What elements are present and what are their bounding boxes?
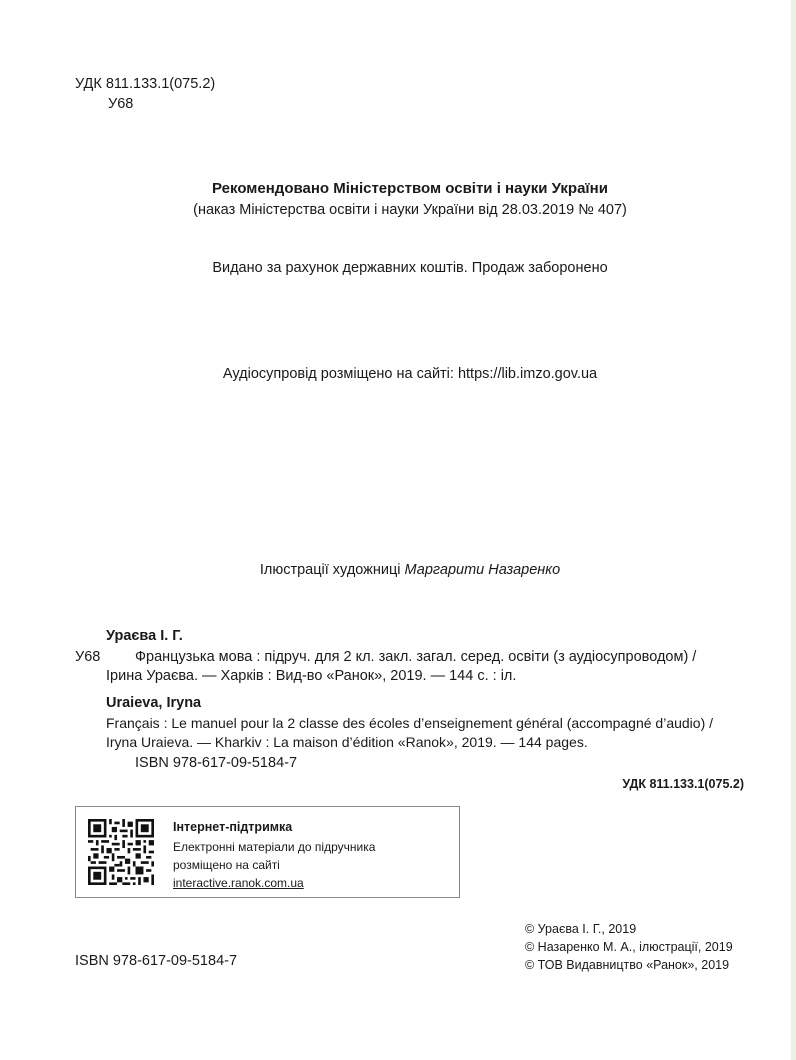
biblio-index: У68 <box>75 649 101 665</box>
support-line2: розміщено на сайті <box>173 858 280 872</box>
description-ua-line1: Французька мова : підруч. для 2 кл. закл. загал. серед. освіти (з аудіосупроводом) / <box>135 649 697 665</box>
audio-note: Аудіосупровід розміщено на сайті: https://lib.imzo.gov.ua <box>222 366 598 382</box>
copyright-author: © Ураєва І. Г., 2019 <box>525 922 637 936</box>
description-fr-line1: Français : Le manuel pour la 2 classe des écoles d’enseignement général (accompagné d’audio) / <box>106 715 714 731</box>
page-edge-strip <box>791 0 796 1060</box>
udk-code-top: УДК 811.133.1(075.2) <box>75 76 216 92</box>
support-title: Інтернет-підтримка <box>173 820 293 834</box>
description-fr-line2: Iryna Uraieva. — Kharkiv : La maison d’édition «Ranok», 2019. — 144 pages. <box>106 734 588 750</box>
support-text <box>173 818 375 892</box>
copyright-illustrator: © Назаренко М. А., ілюстрації, 2019 <box>525 940 733 954</box>
description-ua-line2: Ірина Ураєва. — Харків : Вид-во «Ранок», 2019. — 144 с. : іл. <box>106 668 517 684</box>
illustrations-credit <box>12 562 796 578</box>
recommendation-title: Рекомендовано Міністерством освіти і науки України <box>212 180 608 197</box>
author-en: Uraieva, Iryna <box>106 695 202 711</box>
illustrations-artist: Маргарити Назаренко <box>404 562 561 578</box>
isbn-bottom: ISBN 978-617-09-5184-7 <box>75 953 238 969</box>
author-ua: Ураєва І. Г. <box>106 628 183 644</box>
internet-support-box <box>75 806 460 898</box>
funding-note: Видано за рахунок державних коштів. Продаж заборонено <box>212 260 608 276</box>
ministry-order: (наказ Міністерства освіти і науки України від 28.03.2019 № 407) <box>193 202 627 218</box>
copyright-publisher: © ТОВ Видавництво «Ранок», 2019 <box>525 958 730 972</box>
illustrations-prefix: Ілюстрації художниці <box>259 562 405 578</box>
udk-index-top: У68 <box>108 96 134 112</box>
copyright-list <box>525 920 733 974</box>
isbn-biblio: ISBN 978-617-09-5184-7 <box>135 755 298 771</box>
qr-code-icon[interactable] <box>88 819 154 885</box>
udk-code-right: УДК 811.133.1(075.2) <box>622 777 744 791</box>
support-line1: Електронні матеріали до підручника <box>173 840 376 854</box>
support-link[interactable]: interactive.ranok.com.ua <box>173 876 304 890</box>
